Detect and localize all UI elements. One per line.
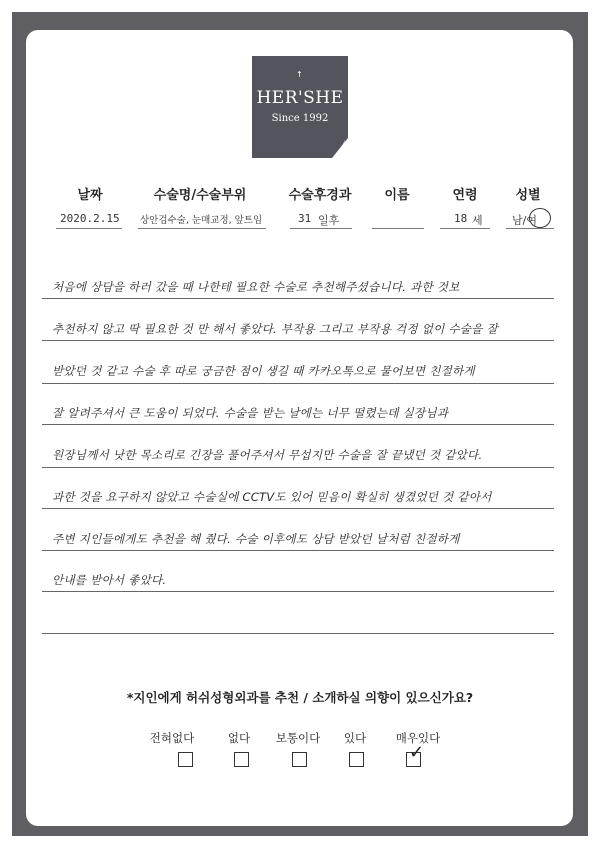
header-date: 날짜 — [77, 188, 103, 203]
header-after: 수술후경과 — [288, 188, 352, 203]
logo-brand: HER'SHE — [256, 88, 344, 108]
header-procedure: 수술명/수술부위 — [153, 188, 247, 203]
review-line: 주변 지인들에게도 추천을 해 줬다. 수술 이후에도 상담 받았던 날처럼 친절하게 — [52, 532, 460, 546]
underline-procedure — [138, 228, 266, 229]
header-name: 이름 — [384, 188, 410, 203]
logo-mark-icon: ↑ — [296, 70, 303, 79]
underline-name — [372, 228, 424, 229]
ruled-line — [42, 467, 554, 468]
value-date: 2020.2.15 — [60, 212, 120, 225]
value-days: 31 — [298, 212, 312, 225]
underline-date — [56, 228, 122, 229]
logo-since: Since 1992 — [271, 113, 329, 124]
review-line: 안내를 받아서 좋았다. — [52, 573, 167, 587]
review-line: 잘 알려주셔서 큰 도움이 되었다. 수술을 받는 날에는 너무 떨렸는데 실장님과 — [52, 406, 449, 420]
option-label-very-much: 매우있다 — [395, 731, 441, 745]
ruled-line — [42, 298, 554, 299]
header-sex: 성별 — [515, 188, 541, 203]
review-line: 추천하지 않고 딱 필요한 것 만 해서 좋았다. 부작용 그리고 부작용 걱정 없이 수술을 잘 — [52, 322, 498, 336]
underline-sex — [506, 228, 554, 229]
ruled-line — [42, 508, 554, 509]
ruled-line — [42, 633, 554, 634]
option-label-yes: 있다 — [343, 731, 367, 745]
header-age: 연령 — [452, 188, 478, 203]
option-label-neutral: 보통이다 — [275, 731, 321, 745]
sex-selection-circle — [529, 208, 551, 228]
review-line: 과한 것을 요구하지 않았고 수술실에 CCTV도 있어 믿음이 확실히 생겼었던 것 같아서 — [52, 490, 492, 504]
option-checkbox-neutral[interactable] — [292, 752, 307, 767]
review-line: 원장님께서 낫한 목소리로 긴장을 풀어주셔서 무섭지만 수술을 잘 끝냈던 것 같았다. — [52, 448, 483, 462]
value-days-unit: 일후 — [318, 214, 340, 227]
value-sex: 남/여 — [512, 214, 537, 227]
option-checkbox-none[interactable] — [234, 752, 249, 767]
ruled-line — [42, 340, 554, 341]
review-line: 받았던 것 같고 수술 후 따로 궁금한 점이 생길 때 카카오톡으로 물어보면 친절하게 — [52, 364, 475, 378]
option-checkbox-none-at-all[interactable] — [178, 752, 193, 767]
ruled-line — [42, 550, 554, 551]
underline-age — [440, 228, 490, 229]
hershe-logo — [252, 56, 348, 158]
checkmark-icon: ✓ — [409, 742, 425, 763]
review-line: 처음에 상담을 하러 갔을 때 나한테 필요한 수술로 추천해주셨습니다. 과한 것보 — [52, 280, 460, 294]
underline-after — [290, 228, 352, 229]
recommend-question: *지인에게 허쉬성형외과를 추천 / 소개하실 의향이 있으신가요? — [126, 690, 474, 705]
ruled-line — [42, 591, 554, 592]
ruled-line — [42, 424, 554, 425]
option-label-none-at-all: 전혀없다 — [149, 731, 195, 745]
value-age: 18 — [454, 212, 468, 225]
value-procedure: 상안검수술, 눈매교정, 앞트임 — [140, 215, 263, 226]
logo-fold-corner — [332, 138, 348, 158]
ruled-line — [42, 383, 554, 384]
option-label-none: 없다 — [227, 731, 251, 745]
value-age-unit: 세 — [472, 214, 483, 227]
option-checkbox-yes[interactable] — [349, 752, 364, 767]
